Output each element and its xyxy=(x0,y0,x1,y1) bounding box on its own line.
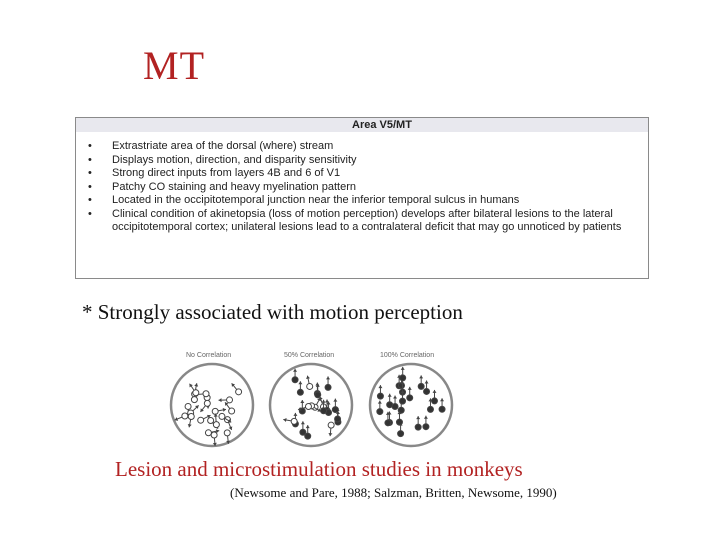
bullet-item: • Extrastriate area of the dorsal (where) stream xyxy=(76,140,648,154)
panel-label: 50% Correlation xyxy=(284,352,335,359)
arrowhead xyxy=(306,425,310,428)
arrowhead xyxy=(378,385,382,388)
arrowhead xyxy=(393,396,397,399)
info-box-bullets xyxy=(76,132,648,235)
dot xyxy=(198,417,204,423)
dot xyxy=(315,392,321,398)
dot xyxy=(212,408,218,414)
dot xyxy=(205,430,211,436)
panel-label: 100% Correlation xyxy=(380,352,435,359)
dot xyxy=(400,375,406,381)
dot xyxy=(307,383,313,389)
bullet-item: • Located in the occipitotemporal junction near the inferior temporal sulcus in humans xyxy=(76,194,648,208)
dot xyxy=(229,408,235,414)
arrowhead xyxy=(301,421,305,424)
dot xyxy=(415,424,421,430)
dot xyxy=(193,390,199,396)
citation: (Newsome and Pare, 1988; Salzman, Britten, Newsome, 1990) xyxy=(230,485,557,500)
arrowhead xyxy=(425,380,429,383)
panel-100-correlation xyxy=(370,352,452,446)
arrowhead xyxy=(432,390,436,393)
dot xyxy=(392,404,398,410)
dot xyxy=(332,407,338,413)
dot xyxy=(400,398,406,404)
arrowhead xyxy=(419,375,423,378)
arrowhead xyxy=(293,413,297,416)
panel-dots xyxy=(377,367,445,437)
dot xyxy=(418,383,424,389)
info-box xyxy=(75,117,649,279)
dot xyxy=(305,404,311,410)
dot xyxy=(398,431,404,437)
panel-dots xyxy=(283,369,341,439)
dot xyxy=(335,416,341,422)
dot xyxy=(185,403,191,409)
panel-label: No Correlation xyxy=(186,352,232,359)
arrowhead xyxy=(416,416,420,419)
dot xyxy=(203,391,209,397)
bullet-item: • Strong direct inputs from layers 4B and 6 of V1 xyxy=(76,167,648,181)
dot xyxy=(211,432,217,438)
dot xyxy=(300,429,306,435)
arrowhead xyxy=(326,376,330,379)
motion-coherence-figure xyxy=(168,345,468,451)
dot xyxy=(224,430,230,436)
dot xyxy=(385,420,391,426)
aperture-circle xyxy=(370,364,452,446)
arrowhead xyxy=(333,399,337,402)
dot xyxy=(188,414,194,420)
dot xyxy=(321,408,327,414)
figure-caption: Lesion and microstimulation studies in monkeys xyxy=(115,457,523,481)
dot xyxy=(439,406,445,412)
dot xyxy=(377,393,383,399)
arrowhead xyxy=(322,400,326,403)
bullet-item: • Displays motion, direction, and disparity sensitivity xyxy=(76,154,648,168)
info-box-header: Area V5/MT xyxy=(76,118,648,132)
arrowhead xyxy=(388,394,392,397)
dot xyxy=(427,406,433,412)
arrowhead xyxy=(401,367,405,370)
dot xyxy=(236,389,242,395)
arrowhead xyxy=(219,398,222,402)
dot xyxy=(227,397,233,403)
dot xyxy=(208,418,214,424)
arrowhead xyxy=(440,398,444,401)
arrowhead xyxy=(424,416,428,419)
slide-subtitle: * Strongly associated with motion perception xyxy=(82,300,463,324)
dot xyxy=(191,397,197,403)
bullet-item: • Patchy CO staining and heavy myelination pattern xyxy=(76,181,648,195)
arrowhead xyxy=(378,401,382,404)
dot xyxy=(182,413,188,419)
dot xyxy=(213,422,219,428)
dot xyxy=(423,424,429,430)
panel-no-correlation xyxy=(171,352,253,446)
arrowhead xyxy=(408,387,412,390)
slide-title: MT xyxy=(143,43,205,88)
dot xyxy=(424,388,430,394)
dot xyxy=(328,422,334,428)
dot xyxy=(292,377,298,383)
arrowhead xyxy=(306,376,310,379)
dot xyxy=(396,419,402,425)
arrowhead xyxy=(298,381,302,384)
dot xyxy=(431,398,437,404)
dot xyxy=(297,389,303,395)
bullet-item: • Clinical condition of akinetopsia (loss of motion perception) develops after bilateral lesions to the lateral occipitotemporal cortex; unilateral lesions lead to a contralateral deficit that may go unnoticed by patients xyxy=(76,208,648,235)
arrowhead xyxy=(328,433,332,436)
dot xyxy=(291,418,297,424)
dot xyxy=(204,400,210,406)
dot xyxy=(407,395,413,401)
dot xyxy=(377,409,383,415)
panel-50-correlation xyxy=(270,352,352,446)
dot xyxy=(219,413,225,419)
arrowhead xyxy=(300,400,304,403)
dot xyxy=(325,384,331,390)
